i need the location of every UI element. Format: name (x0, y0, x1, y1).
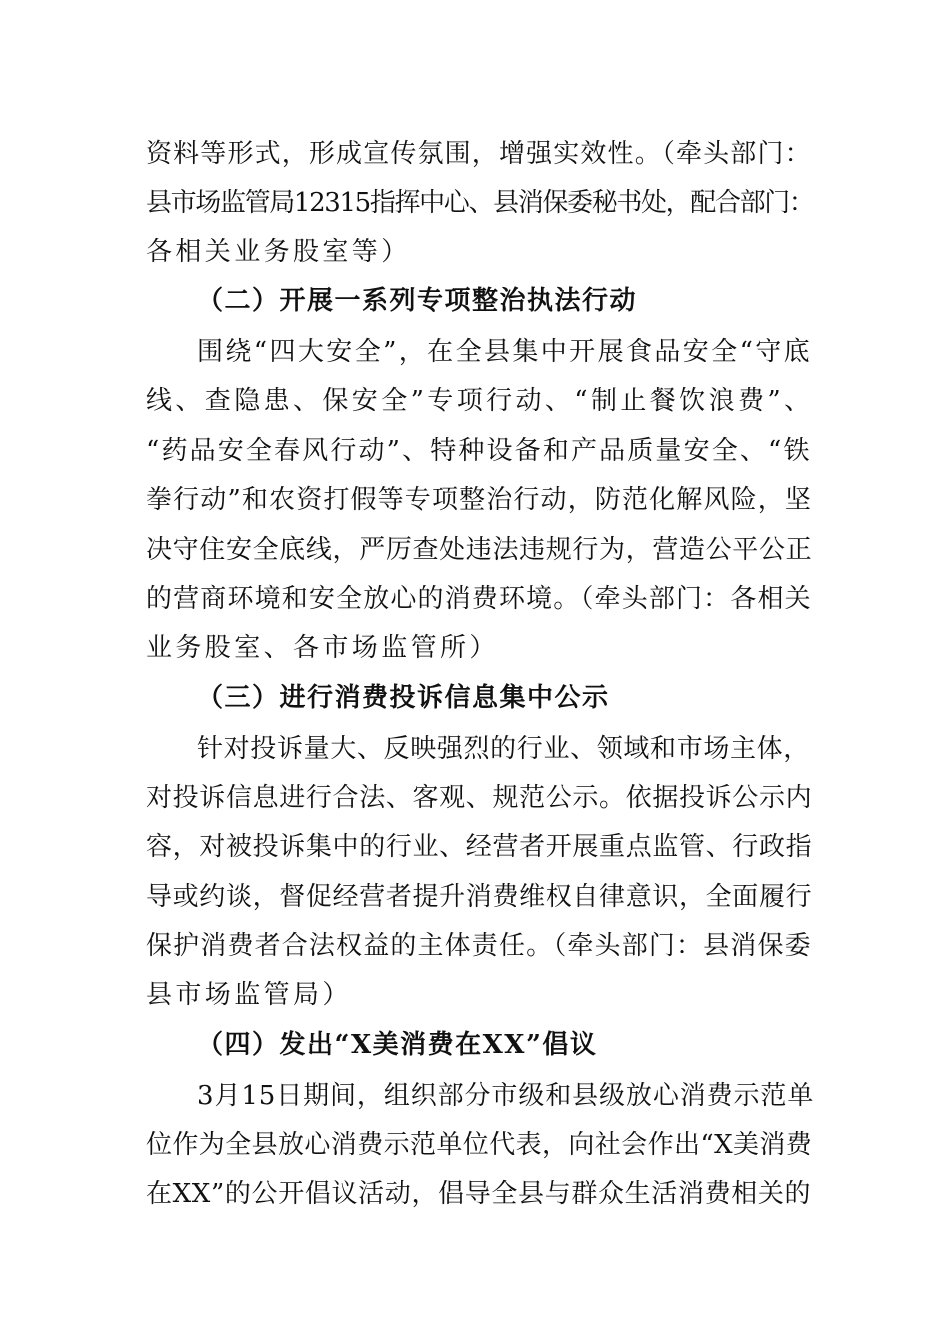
body-line: 围绕“四大安全”，在全县集中开展食品安全“守底 (197, 337, 813, 367)
body-line: 对投诉信息进行合法、客观、规范公示。依据投诉公示内 (146, 783, 813, 813)
body-line: 的营商环境和安全放心的消费环境。（牵头部门：各相关 (146, 584, 812, 614)
body-line: “药品安全春风行动”、特种设备和产品质量安全、“铁 (146, 436, 812, 466)
body-line: 在XX”的公开倡议活动，倡导全县与群众生活消费相关的 (146, 1179, 812, 1209)
section-heading: （二）开展一系列专项整治执法行动 (197, 286, 638, 316)
body-line: 线、查隐患、保安全”专项行动、“制止餐饮浪费”、 (146, 386, 814, 416)
body-line: 各相关业务股室等） (146, 237, 411, 267)
body-line: 业务股室、各市场监管所） (146, 633, 499, 663)
body-line: 拳行动”和农资打假等专项整治行动，防范化解风险，坚 (146, 485, 813, 515)
body-line: 资料等形式，形成宣传氛围，增强实效性。（牵头部门： (146, 139, 812, 169)
body-line: 导或约谈，督促经营者提升消费维权自律意识，全面履行 (146, 882, 813, 912)
body-line: 位作为全县放心消费示范单位代表，向社会作出“X美消费 (146, 1130, 813, 1160)
body-line: 县市场监管局12315指挥中心、县消保委秘书处，配合部门： (146, 188, 814, 218)
body-line: 保护消费者合法权益的主体责任。（牵头部门：县消保委 (146, 931, 812, 961)
body-line: 针对投诉量大、反映强烈的行业、领域和市场主体， (197, 734, 810, 764)
body-line: 县市场监管局） (146, 980, 352, 1010)
body-line: 3月15日期间，组织部分市级和县级放心消费示范单 (197, 1081, 815, 1111)
body-line: 容，对被投诉集中的行业、经营者开展重点监管、行政指 (146, 832, 813, 862)
body-line: 决守住安全底线，严厉查处违法违规行为，营造公平公正 (146, 535, 813, 565)
section-heading: （四）发出“X美消费在XX”倡议 (197, 1030, 598, 1060)
section-heading: （三）进行消费投诉信息集中公示 (197, 683, 610, 713)
